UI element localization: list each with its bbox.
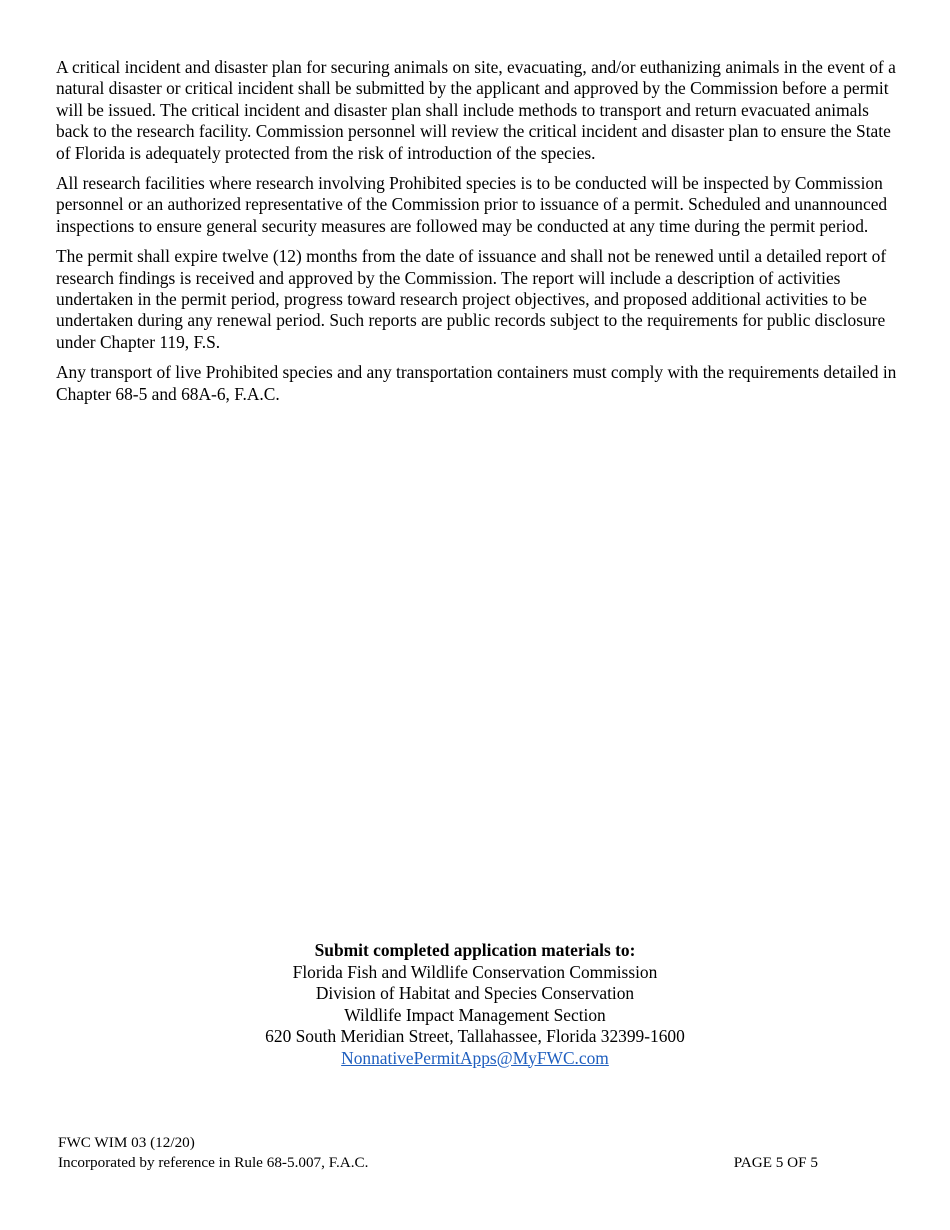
submission-address-block [0,940,950,1069]
rule-reference: Incorporated by reference in Rule 68-5.007, F.A.C. [58,1154,369,1171]
body-text [56,57,901,414]
form-id: FWC WIM 03 (12/20) [58,1134,195,1151]
street-address: 620 South Meridian Street, Tallahassee, Florida 32399-1600 [265,1026,685,1046]
paragraph-facility-inspection: All research facilities where research involving Prohibited species is to be conducted will be inspected by Commission personnel or an authorized representative of the Commission prior to issuance of a permit. Scheduled and unannounced inspections to ensure general security measures are followed may be conducted at any time during the permit period. [56,173,888,236]
paragraph-transport-requirements: Any transport of live Prohibited species and any transportation containers must comply with the requirements detailed in Chapter 68-5 and 68A-6, F.A.C. [56,362,897,404]
section-name: Wildlife Impact Management Section [344,1004,606,1025]
page-number: PAGE 5 OF 5 [733,1154,818,1171]
page-footer [58,1133,818,1173]
paragraph-permit-expiration: The permit shall expire twelve (12) months from the date of issuance and shall not be renewed until a detailed report of research findings is received and approved by the Commission. The report will include a description of activities undertaken in the permit period, progress toward research project objectives, and proposed additional activities to be undertaken during any renewal period. Such reports are public records subject to the requirements for public disclosure under Chapter 119, F.S. [56,246,887,352]
paragraph-disaster-plan: A critical incident and disaster plan for securing animals on site, evacuating, and/or euthanizing animals in the event of a natural disaster or critical incident shall be submitted by the applicant and approved by the Commission before a permit will be issued. The critical incident and disaster plan shall include methods to transport and return evacuated animals back to the research facility. Commission personnel will review the critical incident and disaster plan to ensure the State of Florida is adequately protected from the risk of introduction of the species. [56,57,896,163]
organization-name: Florida Fish and Wildlife Conservation Commission [292,961,658,982]
email-link[interactable]: NonnativePermitApps@MyFWC.com [341,1047,609,1068]
submit-heading: Submit completed application materials to: [314,940,636,960]
division-name: Division of Habitat and Species Conservation [315,983,635,1003]
